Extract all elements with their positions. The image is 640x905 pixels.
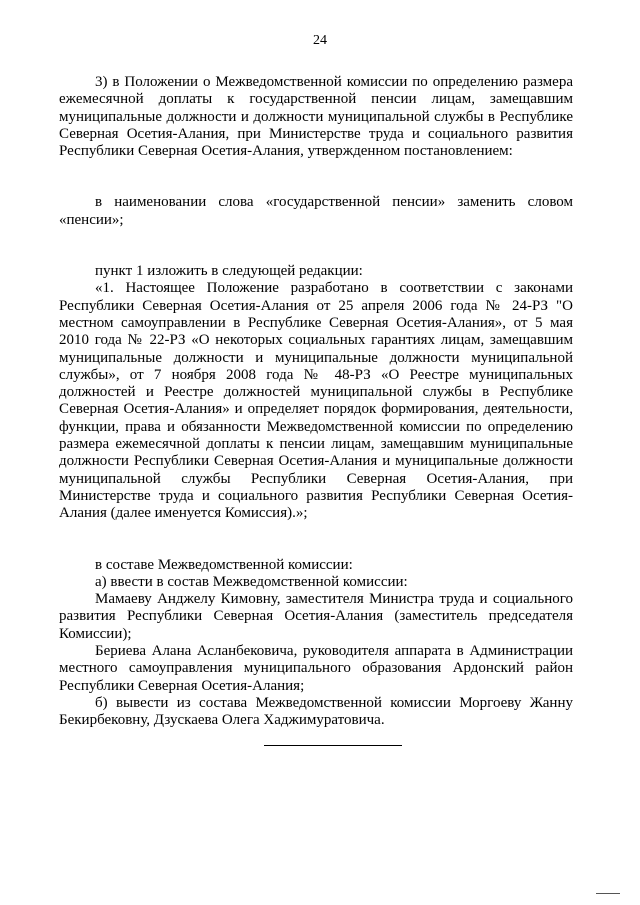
- remove-members-paragraph: б) вывести из состава Межведомственной комиссии Моргоеву Жанну Бекирбековну, Дзускаева Олега Хаджимуратовича.: [59, 694, 573, 729]
- add-members-heading: а) ввести в состав Межведомственной комиссии:: [95, 573, 408, 590]
- member-beriev: Бериева Алана Асланбековича, руководителя аппарата в Администрации местного самоуправления муниципального образования Ардонский район Республики Северная Осетия-Алания;: [59, 643, 573, 694]
- name-replacement-paragraph: в наименовании слова «государственной пенсии» заменить словом «пенсии»;: [59, 194, 573, 228]
- clause-1-text: «1. Настоящее Положение разработано в соответствии с законами Республики Северная Осетия-Алания от 25 апреля 2006 года № 24-РЗ "О местном самоуправлении в Республике Северная Осетия-Алания», от 5 мая 2010 года № 22-РЗ «О некоторых социальных гарантиях лицам, замещавшим муниципальные должности и муниципальные должности муниципальной службы», от 7 ноября 2008 года № 48-РЗ «О Реестре муниципальных должностей и Реестре должностей муниципальной службы в Республике Северная Осетия-Алания» и определяет порядок формирования, деятельности, функции, права и обязанности Межведомственной комиссии по определению размера ежемесячной доплаты к пенсии лицам, замещавшим муниципальные должности Республики Северная Осетия-Алания и муниципальные должности муниципальной службы Республики Северная Осетия-Алания, при Министерстве труда и социального развития Республики Северная Осетия-Алания (далее именуется Комиссия).»;: [59, 280, 573, 522]
- member-mamaeva: Мамаеву Анджелу Кимовну, заместителя Министра труда и социального развития Республики Северная Осетия-Алания (заместитель председателя Комиссии);: [59, 591, 573, 642]
- closing-rule: [264, 745, 402, 746]
- spacer: [59, 160, 573, 194]
- page-number: 24: [313, 33, 327, 48]
- commission-composition-intro: в составе Межведомственной комиссии:: [95, 556, 353, 573]
- corner-mark: [596, 893, 620, 894]
- clause-1-intro: пункт 1 изложить в следующей редакции:: [95, 263, 363, 280]
- spacer: [59, 229, 573, 263]
- amendment-3-intro: 3) в Положении о Межведомственной комиссии по определению размера ежемесячной доплаты к государственной пенсии лицам, замещавшим муниципальные должности и должности муниципальной службы в Республике Северная Осетия-Алания, при Министерстве труда и социального развития Республики Северная Осетия-Алания, утвержденном постановлением:: [59, 74, 573, 160]
- spacer: [59, 523, 573, 557]
- document-body: [59, 74, 573, 730]
